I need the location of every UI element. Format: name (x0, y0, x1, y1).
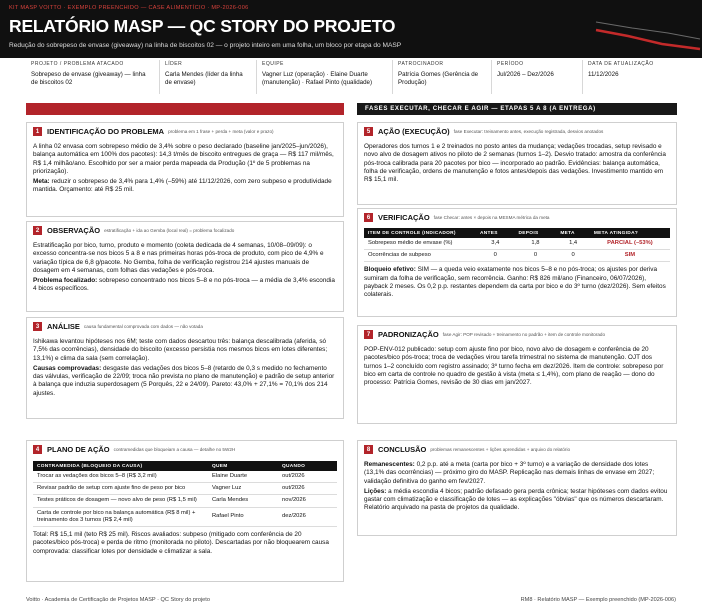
report-header (0, 0, 702, 58)
section-text: POP-ENV-012 publicado: setup com ajuste fino por bico, novo alvo de dosagem e conferência de 20 pacotes/bico pós-troca; troca de vedações virou tarefa trimestral no sistema de manutenção. OJT dos turnos 1–2 concluído com registro assinado; 3º turno fecha em dez/2026. Item de controle: sobrepeso por bico em carta de controle no quadro de gestão à vista (meta ≤ 1,4%), com plano de reação — dono do processo: Patrícia Gomes, revisão de 30 dias em jan/2027. (364, 346, 664, 387)
section-text: Ishikawa levantou hipóteses nos 6M; teste com dados descartou três: balança descalibrada (aferida, só 7,5% das ocorrências), densidade do biscoito (excesso persistia nos mesmos bicos em lotes diferentes; 13,1%) e clima da sala (sem correlação). (33, 338, 328, 362)
section-execution (357, 122, 677, 205)
step-number: 6 (364, 213, 373, 222)
section-title: CONCLUSÃO (378, 445, 427, 454)
section-action-plan (26, 440, 344, 582)
meta-update-date: DATA DE ATUALIZAÇÃO 11/12/2026 (588, 61, 654, 78)
table-header: META (556, 228, 590, 238)
table-cell: 0 (556, 250, 590, 262)
table-cell: dez/2026 (278, 507, 337, 526)
section-text: reduzir o sobrepeso de 3,4% para 1,4% (–59%) até 11/12/2026, com zero subpeso e produtividade mantida. Orçamento: até R$ 25 mil. (33, 178, 332, 194)
table-cell: Trocar as vedações dos bicos 5–8 (R$ 3,2 mil) (33, 471, 208, 483)
table-cell: Elaine Duarte (208, 471, 278, 483)
step-number: 8 (364, 445, 373, 454)
phase-execute-band: FASES EXECUTAR, CHECAR E AGIR — ETAPAS 5 A 8 (A ENTREGA) (357, 103, 677, 115)
header-kicker: KIT MASP VOITTO · EXEMPLO PREENCHIDO — CASE ALIMENTÍCIO · MP-2026-006 (9, 5, 249, 11)
table-cell: Revisar padrão de setup com ajuste fino de peso por bico (33, 483, 208, 495)
project-meta-strip (26, 60, 676, 94)
meta-team: EQUIPE Vagner Luz (operação) · Elaine Duarte (manutenção) · Rafael Pinto (qualidade) (257, 60, 393, 94)
section-note: problema em 1 frase + perda + meta (valor e prazo) (168, 129, 274, 134)
phase-plan-band: FASE PLANEJAR — ETAPAS 1 A 4 (A MAIOR PARTE DO TRABALHO) (26, 103, 344, 115)
meta-problem: PROJETO / PROBLEMA ATACADO Sobrepeso de envase (giveaway) — linha de biscoitos 02 (26, 60, 160, 94)
table-cell: Ocorrências de subpeso (364, 250, 476, 262)
step-number: 3 (33, 322, 42, 331)
meta-leader: LÍDER Carla Mendes (líder da linha de envase) (160, 60, 257, 94)
table-header: CONTRAMEDIDA (BLOQUEIO DA CAUSA) (33, 461, 208, 471)
section-title: PLANO DE AÇÃO (47, 445, 110, 454)
table-row (364, 250, 670, 262)
table-cell: 3,4 (476, 238, 515, 250)
section-note: fase Checar: antes × depois na MESMA métrica da meta (433, 215, 550, 220)
section-text: sobrepeso concentrado nos bicos 5–8 e no pós-troca — a média de 3,4% escondia 4 bicos específicos. (33, 277, 335, 293)
section-note: contramedidas que bloqueiam a causa — detalhe no 5W2H (113, 447, 236, 452)
table-header: ANTES (476, 228, 515, 238)
section-note: problemas remanescentes + lições aprendidas + arquivo do relatório (430, 447, 571, 452)
section-note: causa fundamental comprovada com dados — não votada (83, 324, 203, 329)
table-header: QUANDO (278, 461, 337, 471)
step-number: 7 (364, 330, 373, 339)
section-text: Estratificação por bico, turno, produto e momento (coleta dedicada de 4 semanas, 10/08–09/09): o excesso concentra-se nos bicos 5 a 8 e nas primeiras horas pós-troca de produto, com pico de 4,9% e variação típica de 6,8 g/pacote. No Gemba, folha de verificação registrou 214 ajustes manuais de dosagem em 4 semanas, com folhas das vedações e pós-troca. (33, 242, 324, 274)
table-row (33, 483, 337, 495)
table-cell: out/2026 (278, 483, 337, 495)
step-number: 5 (364, 127, 373, 136)
step-number: 4 (33, 445, 42, 454)
section-note: fase Executar: treinamento antes, execução registrada, desvios anotados (453, 129, 604, 134)
table-cell: out/2026 (278, 471, 337, 483)
footer-left: Voitto · Academia de Certificação de Projetos MASP · QC Story do projeto (26, 597, 210, 603)
label-goal: Meta: (33, 178, 50, 186)
section-text: A linha 02 envasa com sobrepeso médio de 3,4% sobre o peso declarado (baseline jan/2025–jun/2026), balança automática em 100% dos pacotes): 14,3 t/mês de biscoito entregues de graça — R$ 117 mil/mês, R$ 1,4 milhão/ano. Escolhido por ser a maior perda mapeada da Produção (1º de 5 problemas na priorização). (33, 143, 334, 175)
section-heading (33, 127, 337, 136)
table-cell: Vagner Luz (208, 483, 278, 495)
table-cell: Testes práticos de dosagem — novo alvo de peso (R$ 1,5 mil) (33, 495, 208, 507)
section-note: fase Agir: POP revisado + treinamento no padrão + item de controle monitorado (442, 332, 606, 337)
section-text: Total: R$ 15,1 mil (teto R$ 25 mil). Riscos avaliados: subpeso (mitigado com conferência de 20 pacotes/bico pós-troca) e perda de ritmo (monitorada no piloto). Descartadas por não bloquearem causa comprovada: classificar lotes por densidade e climatizar a sala. (33, 531, 329, 555)
section-title: IDENTIFICAÇÃO DO PROBLEMA (47, 127, 165, 136)
section-conclusion (357, 440, 677, 536)
section-title: AÇÃO (EXECUÇÃO) (378, 127, 450, 136)
table-header: ITEM DE CONTROLE (INDICADOR) (364, 228, 476, 238)
table-cell: 0 (515, 250, 557, 262)
section-note: estratificação + ida ao Gemba (local real) = problema focalizado (104, 228, 235, 233)
table-row (33, 471, 337, 483)
label-effective-block: Bloqueio efetivo: (364, 266, 416, 274)
section-text: Operadores dos turnos 1 e 2 treinados no posto antes da mudança; vedações trocadas, setup revisado e novo alvo de dosagem ativos no piloto de 2 semanas (turnos 1–2). Desvio tratado: amostra da conferência pós-troca calibrada para 20 pacotes por bico — incorporado ao padrão. Evidências: balança automática, folha de verificação, ordens de manutenção e fotos antes/depois das vedações. Investimento mantido em R$ 15,1 mil. (364, 143, 666, 184)
table-row (33, 507, 337, 526)
section-observation (26, 221, 344, 312)
section-title: PADRONIZAÇÃO (378, 330, 439, 339)
step-number: 1 (33, 127, 42, 136)
status-badge: PARCIAL (–53%) (590, 238, 670, 250)
action-plan-table (33, 461, 337, 527)
report-title: RELATÓRIO MASP — QC STORY DO PROJETO (9, 16, 396, 36)
table-cell: 1,4 (556, 238, 590, 250)
table-row (33, 495, 337, 507)
table-cell: Carla Mendes (208, 495, 278, 507)
footer-right: RM8 · Relatório MASP — Exemplo preenchido (MP-2026-006) (520, 597, 676, 603)
table-cell: Carta de controle por bico na balança automática (R$ 8 mil) + treinamento dos 3 turnos (R$ 2,4 mil) (33, 507, 208, 526)
table-cell: Rafael Pinto (208, 507, 278, 526)
section-title: ANÁLISE (47, 322, 80, 331)
section-title: OBSERVAÇÃO (47, 226, 101, 235)
table-cell: 0 (476, 250, 515, 262)
table-cell: 1,8 (515, 238, 557, 250)
table-header: DEPOIS (515, 228, 557, 238)
label-remaining: Remanescentes: (364, 461, 415, 468)
label-lessons: Lições: (364, 487, 387, 495)
table-row (364, 238, 670, 250)
section-standardization (357, 325, 677, 424)
section-analysis (26, 317, 344, 419)
table-header: META ATINGIDA? (590, 228, 670, 238)
section-identification (26, 122, 344, 217)
header-decoration-graphic (592, 0, 702, 58)
section-text: a média escondia 4 bicos; padrão defasado gera perda crônica; testar hipóteses com dados evitou gastar com climatização e classificação de lotes — as explicações "óbvias" que os números descartaram. Relatório arquivado na pasta de projetos da qualidade. (364, 487, 668, 512)
meta-sponsor: PATROCINADOR Patrícia Gomes (Gerência de Produção) (393, 60, 492, 94)
step-number: 2 (33, 226, 42, 235)
label-proven-causes: Causas comprovadas: (33, 364, 102, 372)
section-title: VERIFICAÇÃO (378, 213, 430, 222)
report-subtitle: Redução do sobrepeso de envase (giveaway) na linha de biscoitos 02 — o projeto inteiro em uma folha, um bloco por etapa do MASP (9, 42, 402, 49)
section-text: 0,2 p.p. até a meta (carta por bico + 3º turno) e a variação de densidade dos lotes (13,1% das ocorrências) — próximo giro do MASP. Replicação nas demais linhas de envase em 2027; validação definitiva do ganho em fev/2027. (364, 461, 655, 485)
section-text: desgaste das vedações dos bicos 5–8 (retardo de 0,3 s medido no fechamento das válvulas, verificação de 22/09; troca não prevista no plano de manutenção) e padrão de setup anterior à balança que induzia superdosagem (5 Porquês, 22 e 24/09). Pareto: 43,0% + 27,1% = 70,1% dos 214 ajustes. (33, 364, 335, 397)
status-badge: SIM (590, 250, 670, 262)
label-focused-problem: Problema focalizado: (33, 277, 98, 285)
table-cell: Sobrepeso médio de envase (%) (364, 238, 476, 250)
meta-period: PERÍODO Jul/2026 – Dez/2026 (492, 60, 583, 94)
table-header: QUEM (208, 461, 278, 471)
section-verification (357, 208, 677, 317)
verification-table (364, 228, 670, 262)
section-text: SIM — a queda veio exatamente nos bicos 5–8 e no pós-troca; os ajustes por deriva sumiram da folha de verificação, sem recorrência. Ganho: R$ 826 mil/ano (Financeiro, 06/07/2026), payback 2 meses. Os 0,2 p.p. restantes dependem da carta por bico e do 3º turno (dez/2026). Sem efeitos colaterais. (364, 266, 666, 299)
table-cell: nov/2026 (278, 495, 337, 507)
